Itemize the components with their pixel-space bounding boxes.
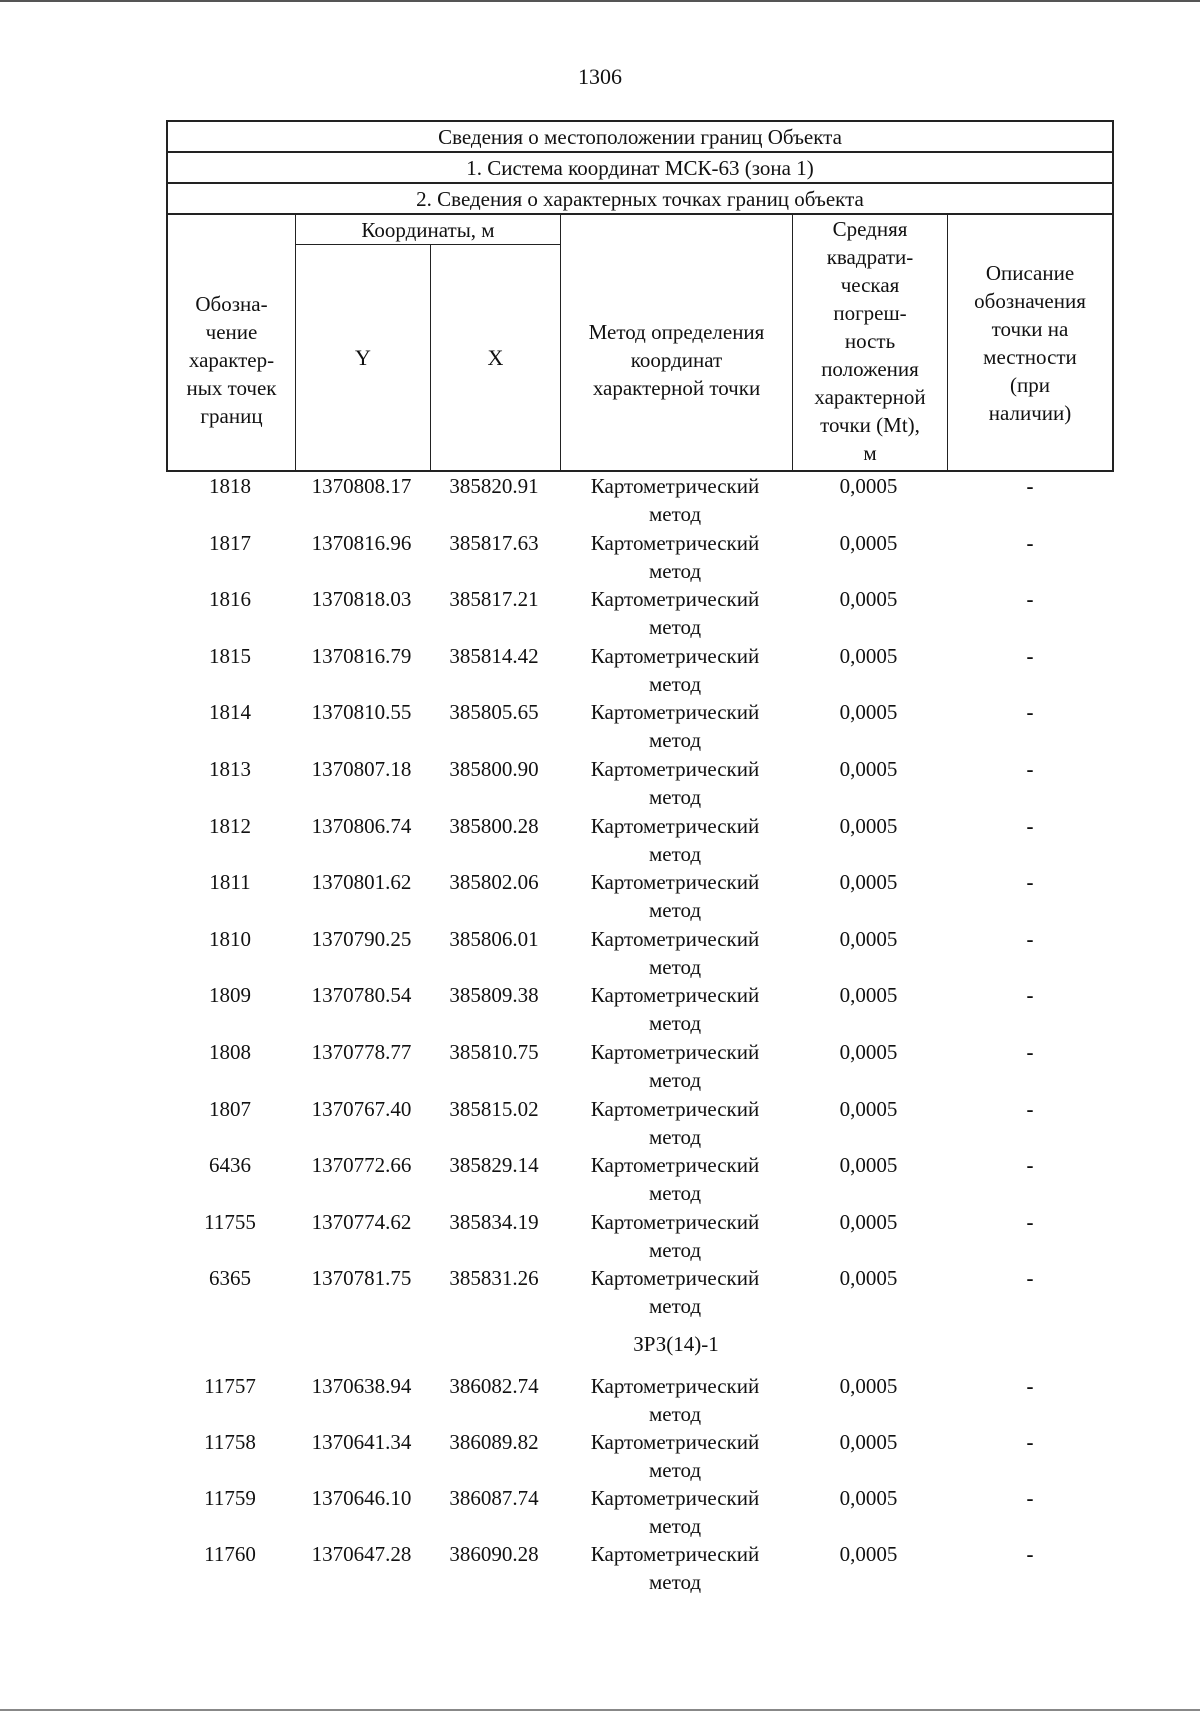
coordinate-y-cell: 1370816.96 — [311, 530, 412, 555]
coordinate-y-cell: 1370647.28 — [311, 1542, 412, 1566]
coordinate-y-cell: 1370816.79 — [311, 643, 412, 668]
description-cell: - — [1026, 1096, 1034, 1121]
coordinate-x-cell: 385831.26 — [449, 1266, 539, 1291]
header-points-row: 2. Сведения о характерных точках границ объекта — [168, 184, 1112, 215]
coordinate-x-cell: 385817.63 — [449, 530, 539, 555]
error-cell: 0,0005 — [839, 870, 898, 895]
table-row — [166, 585, 1114, 641]
point-id-cell: 1810 — [209, 926, 251, 951]
point-id-cell: 1808 — [209, 1040, 251, 1064]
coordinate-x-cell: 385814.42 — [449, 643, 539, 668]
coordinate-y-cell: 1370810.55 — [311, 700, 412, 725]
method-cell: Картометрический метод — [590, 1486, 760, 1538]
column-header-method — [561, 215, 793, 470]
description-cell: - — [1026, 1542, 1034, 1566]
table-row — [166, 698, 1114, 754]
column-header-description-label: Описание обозначения точки на местности (при наличии) — [974, 260, 1086, 425]
error-cell: 0,0005 — [839, 1430, 898, 1454]
coordinate-y-cell: 1370807.18 — [311, 757, 412, 781]
point-id-cell: 11760 — [204, 1542, 256, 1566]
coordinate-y-cell: 1370772.66 — [311, 1153, 412, 1178]
error-cell: 0,0005 — [839, 643, 898, 668]
coordinate-x-cell: 385829.14 — [449, 1153, 539, 1178]
description-cell: - — [1026, 1209, 1034, 1234]
point-id-cell: 1809 — [209, 983, 251, 1008]
point-id-cell: 1818 — [209, 474, 251, 498]
error-cell: 0,0005 — [839, 1040, 898, 1064]
coordinate-y-cell: 1370774.62 — [311, 1209, 412, 1234]
method-cell: Картометрический метод — [590, 1374, 760, 1426]
error-cell: 0,0005 — [839, 926, 898, 951]
table-row — [166, 642, 1114, 698]
coordinate-x-cell: 385820.91 — [449, 474, 539, 498]
description-cell: - — [1026, 983, 1034, 1008]
coordinate-y-cell: 1370778.77 — [311, 1040, 412, 1064]
column-header-method-label: Метод определения координат характерной точки — [588, 320, 765, 401]
method-cell: Картометрический метод — [590, 1096, 760, 1149]
section-label: ЗРЗ(14)-1 — [633, 1332, 719, 1356]
description-cell: - — [1026, 757, 1034, 781]
column-header-y: Y — [296, 245, 431, 470]
coordinate-x-cell: 385809.38 — [449, 983, 539, 1008]
table-row — [166, 1151, 1114, 1207]
method-cell: Картометрический метод — [590, 530, 760, 583]
column-header-error-label: Средняя квадрати- ческая погреш- ность положения характерной точки (Mt), м — [814, 217, 926, 465]
table-row — [166, 1372, 1114, 1428]
coordinate-x-cell: 386089.82 — [449, 1430, 539, 1454]
coordinate-x-cell: 386082.74 — [449, 1374, 539, 1398]
point-id-cell: 11759 — [204, 1486, 256, 1510]
header-title-row: Сведения о местоположении границ Объекта — [168, 122, 1112, 153]
description-cell: - — [1026, 643, 1034, 668]
method-cell: Картометрический метод — [590, 870, 760, 923]
error-cell: 0,0005 — [839, 983, 898, 1008]
description-cell: - — [1026, 1374, 1034, 1398]
point-id-cell: 1812 — [209, 813, 251, 838]
header-coordinate-system-row: 1. Система координат МСК-63 (зона 1) — [168, 153, 1112, 184]
error-cell: 0,0005 — [839, 587, 898, 612]
method-cell: Картометрический метод — [590, 1209, 760, 1262]
column-header-designation-label: Обозна- чение характер- ных точек границ — [186, 292, 277, 429]
coordinate-y-cell: 1370767.40 — [311, 1096, 412, 1121]
coordinate-x-cell: 385806.01 — [449, 926, 539, 951]
coordinate-x-cell: 385802.06 — [449, 870, 539, 895]
method-cell: Картометрический метод — [590, 983, 760, 1036]
column-header-description — [948, 215, 1112, 470]
error-cell: 0,0005 — [839, 1486, 898, 1510]
coordinate-y-cell: 1370801.62 — [311, 870, 412, 895]
description-cell: - — [1026, 1430, 1034, 1454]
coordinate-x-cell: 385800.90 — [449, 757, 539, 781]
coordinate-y-cell: 1370781.75 — [311, 1266, 412, 1291]
method-cell: Картометрический метод — [590, 700, 760, 753]
method-cell: Картометрический метод — [590, 1153, 760, 1206]
coordinate-y-cell: 1370638.94 — [311, 1374, 412, 1398]
coordinate-y-cell: 1370780.54 — [311, 983, 412, 1008]
coordinate-x-cell: 385810.75 — [449, 1040, 539, 1064]
column-header-coordinates: Координаты, м — [296, 215, 561, 245]
point-id-cell: 6365 — [209, 1266, 251, 1291]
error-cell: 0,0005 — [839, 1266, 898, 1291]
error-cell: 0,0005 — [839, 1096, 898, 1121]
column-header-x: X — [431, 245, 561, 470]
coordinate-x-cell: 385815.02 — [449, 1096, 539, 1121]
method-cell: Картометрический метод — [590, 1542, 760, 1594]
method-cell: Картометрический метод — [590, 1430, 760, 1482]
point-id-cell: 1815 — [209, 643, 251, 668]
description-cell: - — [1026, 870, 1034, 895]
point-id-cell: 1816 — [209, 587, 251, 612]
table-row — [166, 868, 1114, 924]
error-cell: 0,0005 — [839, 757, 898, 781]
table-row — [166, 981, 1114, 1037]
description-cell: - — [1026, 1266, 1034, 1291]
error-cell: 0,0005 — [839, 1374, 898, 1398]
coordinate-x-cell: 385834.19 — [449, 1209, 539, 1234]
description-cell: - — [1026, 926, 1034, 951]
method-cell: Картометрический метод — [590, 643, 760, 696]
table-row — [166, 925, 1114, 981]
point-id-cell: 11758 — [204, 1430, 256, 1454]
description-cell: - — [1026, 1153, 1034, 1178]
point-id-cell: 1813 — [209, 757, 251, 781]
column-header-error — [793, 215, 948, 470]
scan-edge-top — [0, 0, 1200, 2]
coordinate-y-cell: 1370646.10 — [311, 1486, 412, 1510]
table-row — [166, 1264, 1114, 1320]
table-row — [166, 1484, 1114, 1540]
scan-edge-bottom — [0, 1709, 1200, 1711]
method-cell: Картометрический метод — [590, 474, 760, 526]
point-id-cell: 11757 — [204, 1374, 256, 1398]
coordinate-y-cell: 1370808.17 — [311, 474, 412, 498]
error-cell: 0,0005 — [839, 474, 898, 498]
error-cell: 0,0005 — [839, 813, 898, 838]
point-id-cell: 1811 — [209, 870, 251, 895]
description-cell: - — [1026, 813, 1034, 838]
error-cell: 0,0005 — [839, 1209, 898, 1234]
coordinate-x-cell: 386087.74 — [449, 1486, 539, 1510]
method-cell: Картометрический метод — [590, 926, 760, 979]
description-cell: - — [1026, 474, 1034, 498]
error-cell: 0,0005 — [839, 530, 898, 555]
table-row — [166, 1540, 1114, 1596]
coordinate-x-cell: 385817.21 — [449, 587, 539, 612]
method-cell: Картометрический метод — [590, 813, 760, 866]
error-cell: 0,0005 — [839, 700, 898, 725]
error-cell: 0,0005 — [839, 1153, 898, 1178]
method-cell: Картометрический метод — [590, 1266, 760, 1319]
column-header-designation — [168, 215, 296, 470]
description-cell: - — [1026, 530, 1034, 555]
coordinate-x-cell: 385800.28 — [449, 813, 539, 838]
table-row — [166, 1428, 1114, 1484]
error-cell: 0,0005 — [839, 1542, 898, 1566]
coordinate-y-cell: 1370818.03 — [311, 587, 412, 612]
description-cell: - — [1026, 587, 1034, 612]
method-cell: Картометрический метод — [590, 1040, 760, 1092]
table-row — [166, 1208, 1114, 1264]
table-row — [166, 812, 1114, 868]
point-id-cell: 6436 — [209, 1153, 251, 1178]
point-id-cell: 1814 — [209, 700, 251, 725]
table-row — [166, 1095, 1114, 1151]
coordinate-y-cell: 1370806.74 — [311, 813, 412, 838]
coordinate-y-cell: 1370641.34 — [311, 1430, 412, 1454]
description-cell: - — [1026, 700, 1034, 725]
coordinate-y-cell: 1370790.25 — [311, 926, 412, 951]
description-cell: - — [1026, 1040, 1034, 1064]
point-id-cell: 1807 — [209, 1096, 251, 1121]
table-row — [166, 755, 1114, 811]
coordinate-x-cell: 385805.65 — [449, 700, 539, 725]
table-header — [166, 120, 1114, 472]
coordinate-x-cell: 386090.28 — [449, 1542, 539, 1566]
point-id-cell: 1817 — [209, 530, 251, 555]
method-cell: Картометрический метод — [590, 587, 760, 640]
table-row — [166, 472, 1114, 528]
description-cell: - — [1026, 1486, 1034, 1510]
method-cell: Картометрический метод — [590, 757, 760, 809]
column-headers — [168, 215, 1112, 470]
table-row — [166, 1038, 1114, 1094]
page-number: 1306 — [578, 64, 622, 89]
table-row — [166, 529, 1114, 585]
point-id-cell: 11755 — [204, 1209, 256, 1234]
